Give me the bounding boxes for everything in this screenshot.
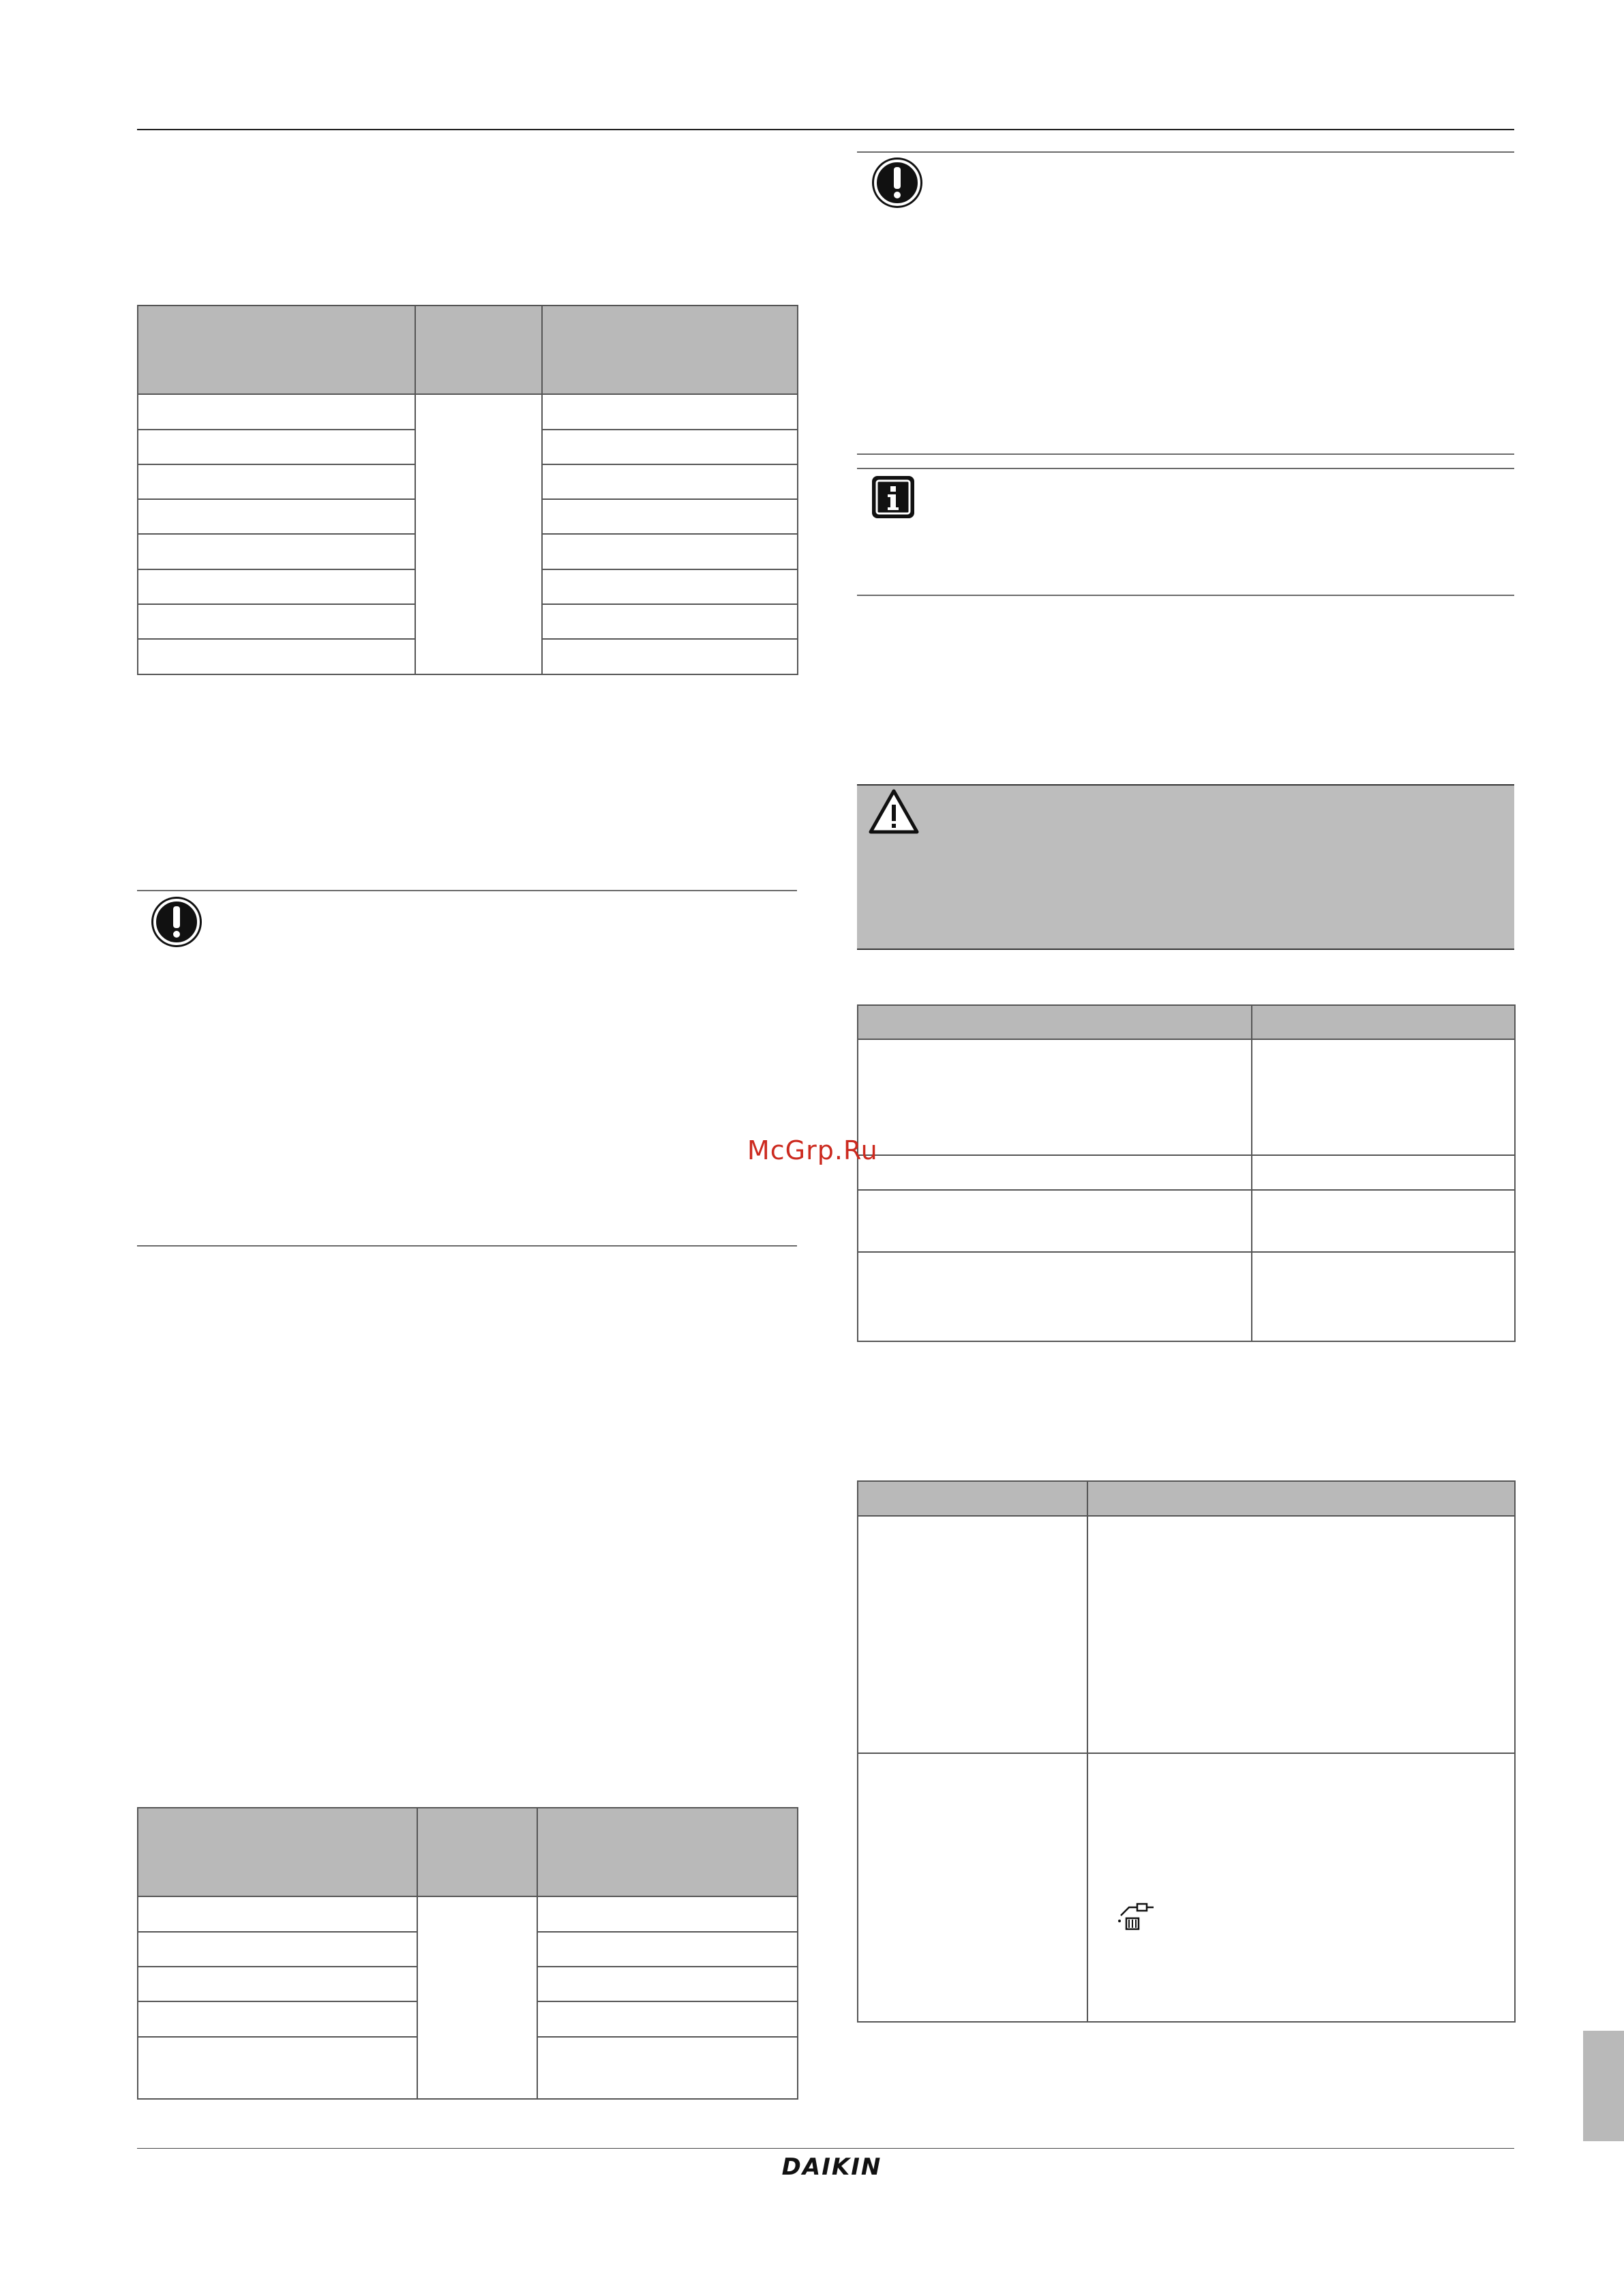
table-row: [858, 1753, 1515, 2022]
table-row: [138, 394, 798, 430]
footer-rule: [137, 2148, 1514, 2149]
table-header-row: [858, 1481, 1515, 1516]
spec-table-3: [857, 1004, 1516, 1342]
spec-table-2: [137, 1807, 798, 2100]
notice-rule-top: [857, 151, 1514, 153]
appliance-symbol-icon: [1115, 1900, 1156, 1935]
exclamation-icon: [153, 899, 200, 945]
table-row: [858, 1516, 1515, 1753]
table-row: [138, 1896, 798, 1932]
table-row: [858, 1190, 1515, 1252]
chapter-side-tab: [1583, 2031, 1624, 2141]
spec-table-4: [857, 1480, 1516, 2023]
notice-rule-top: [137, 890, 797, 891]
table-row: [858, 1039, 1515, 1155]
daikin-logo: [777, 2153, 886, 2181]
table-row: [858, 1252, 1515, 1341]
notice-rule-bottom: [137, 1245, 797, 1247]
table-header-row: [138, 1808, 798, 1896]
warning-box: [857, 784, 1514, 950]
notice-rule-bottom: [857, 453, 1514, 455]
table-row: [858, 1155, 1515, 1190]
table-header-row: [858, 1005, 1515, 1039]
table-header-row: [138, 305, 798, 394]
info-rule-bottom: [857, 595, 1514, 596]
info-icon: [871, 475, 916, 520]
warning-triangle-icon: [868, 788, 920, 835]
exclamation-icon: [874, 160, 920, 206]
header-rule: [137, 129, 1514, 130]
watermark-text: McGrp.Ru: [747, 1135, 878, 1165]
info-rule-top: [857, 468, 1514, 469]
spec-table-1: [137, 305, 798, 675]
brand-name: DAIKIN: [781, 2153, 882, 2181]
